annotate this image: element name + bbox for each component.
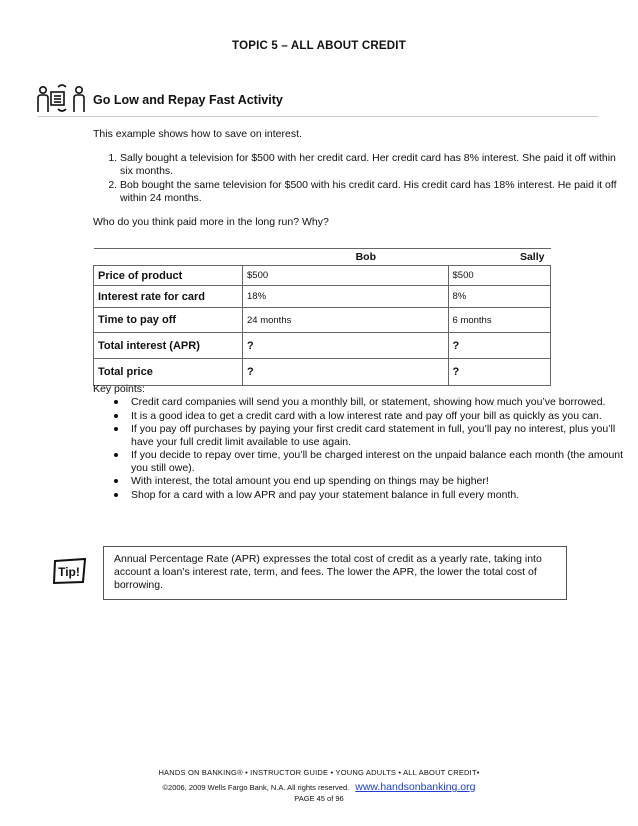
key-point-item: It is a good idea to get a credit card with a low interest rate and pay off your bill as quickly as you can. — [131, 410, 626, 423]
tip-icon-label: Tip! — [58, 565, 80, 579]
key-point-item: If you decide to repay over time, you’ll be charged interest on the unpaid balance each month (the amount you still owe). — [131, 449, 626, 474]
row-label: Time to pay off — [94, 308, 243, 333]
example-item-sally: 1. Sally bought a television for $500 with her credit card. Her credit card has 8% interest. She paid it off within six months. — [120, 152, 625, 178]
example-list — [93, 152, 625, 206]
section-divider — [38, 116, 598, 117]
key-point-item: Shop for a card with a low APR and pay your statement balance in full every month. — [131, 489, 626, 502]
table-header-blank — [94, 249, 243, 266]
table-header-sally: Sally — [448, 249, 550, 266]
activity-title: Go Low and Repay Fast Activity — [93, 93, 283, 107]
key-points-title: Key points: — [93, 383, 145, 395]
table-header-bob: Bob — [243, 249, 449, 266]
example-item-bob: 2. Bob bought the same television for $500 with his credit card. His credit card has 18% interest. He paid it off within 24 months. — [120, 179, 625, 205]
tip-icon — [52, 557, 88, 585]
footer-url-link[interactable]: www.handsonbanking.org — [355, 781, 476, 793]
table-header-row — [94, 249, 551, 266]
key-point-item: If you pay off purchases by paying your first credit card statement in full, you’ll pay no interest, plus you’ll have your full credit limit available to use again. — [131, 423, 626, 448]
key-point-item: Credit card companies will send you a monthly bill, or statement, showing how much you’ve borrowed. — [131, 396, 626, 409]
page-number: PAGE 45 of 96 — [294, 794, 344, 803]
key-point-item: With interest, the total amount you end up spending on things may be higher! — [131, 475, 626, 488]
bob-value: ? — [243, 333, 449, 359]
sally-value: ? — [448, 333, 550, 359]
sally-value: $500 — [448, 266, 550, 286]
sally-value: 8% — [448, 286, 550, 308]
row-label: Total price — [94, 359, 243, 386]
table-row — [94, 359, 551, 386]
intro-text: This example shows how to save on interest. — [93, 128, 302, 140]
bob-value: ? — [243, 359, 449, 386]
bob-value: 24 months — [243, 308, 449, 333]
footer-copyright: ©2006, 2009 Wells Fargo Bank, N.A. All rights reserved. — [162, 783, 350, 792]
table-row — [94, 266, 551, 286]
people-icon — [36, 84, 88, 114]
table-row — [94, 333, 551, 359]
comparison-table — [93, 248, 551, 386]
bob-value: 18% — [243, 286, 449, 308]
sally-value: ? — [448, 359, 550, 386]
row-label: Interest rate for card — [94, 286, 243, 308]
key-points-list — [93, 396, 626, 502]
topic-title: TOPIC 5 – ALL ABOUT CREDIT — [232, 40, 406, 52]
question-text: Who do you think paid more in the long run? Why? — [93, 216, 329, 228]
row-label: Price of product — [94, 266, 243, 286]
sally-value: 6 months — [448, 308, 550, 333]
table-row — [94, 286, 551, 308]
table-row — [94, 308, 551, 333]
bob-value: $500 — [243, 266, 449, 286]
footer-copyright-row — [0, 781, 638, 793]
tip-box: Annual Percentage Rate (APR) expresses the total cost of credit as a yearly rate, taking into account a loan’s interest rate, term, and fees. The lower the APR, the lower the total cost of borrowing. — [103, 546, 567, 600]
footer-line: HANDS ON BANKING® • INSTRUCTOR GUIDE • YOUNG ADULTS • ALL ABOUT CREDIT• — [158, 768, 480, 777]
row-label: Total interest (APR) — [94, 333, 243, 359]
